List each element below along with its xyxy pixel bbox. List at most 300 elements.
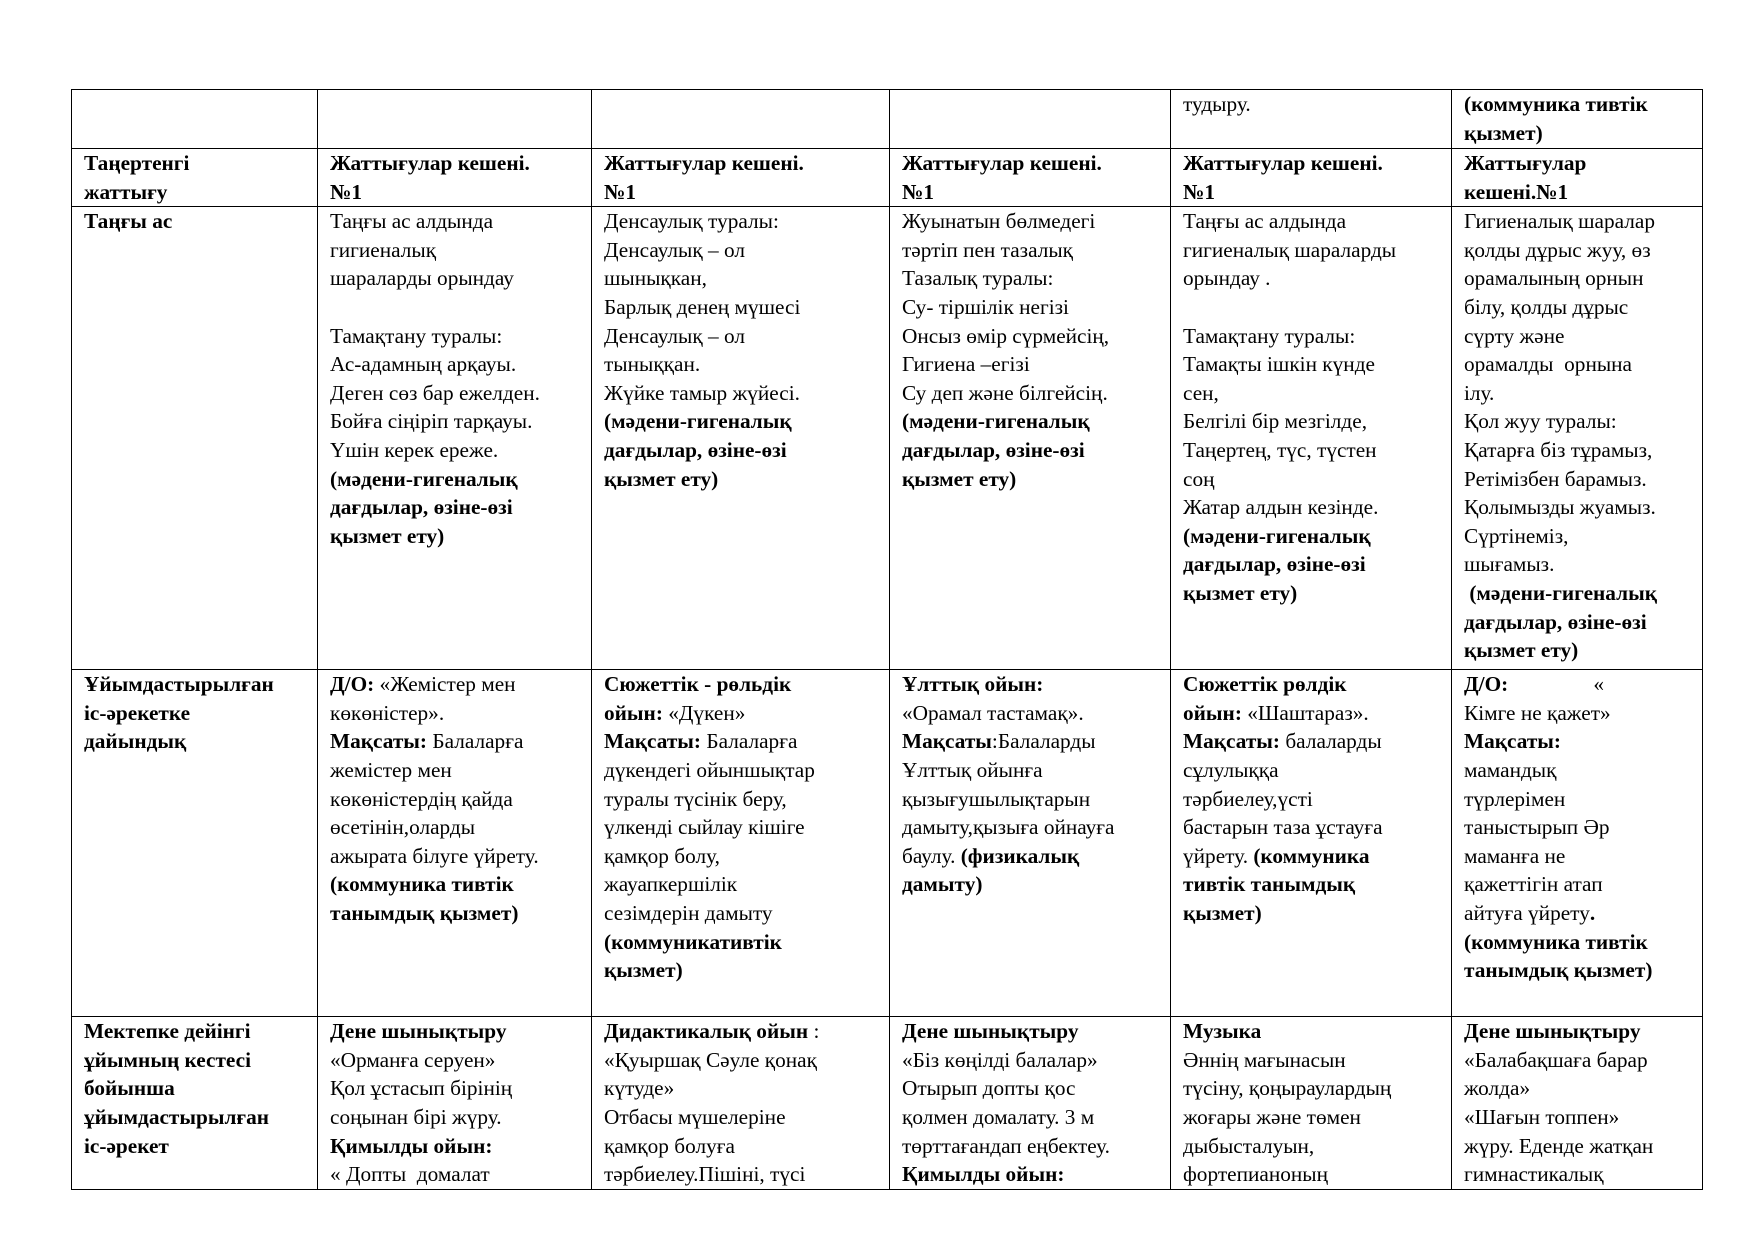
table-cell [318, 1017, 592, 1190]
cell-line [1464, 465, 1692, 494]
cell-line [902, 870, 1160, 899]
cell-line [1464, 870, 1692, 899]
text: түсіну, қоңыраулардың [1183, 1076, 1392, 1101]
bold-text: Мақсаты: [330, 729, 428, 754]
cell-line [1183, 756, 1441, 785]
text: қызығушылықтарын [902, 786, 1091, 811]
text: тәртіп пен тазалық [902, 237, 1073, 262]
text: «Орманға серуен» [330, 1047, 496, 1072]
cell-line [1464, 899, 1692, 928]
text: Әннің мағынасын [1183, 1047, 1346, 1072]
table-row [72, 1017, 1703, 1190]
text: күтуде» [604, 1076, 675, 1101]
cell-line [330, 178, 581, 207]
text: Тамақтану туралы: [1183, 323, 1356, 348]
cell-line [1464, 670, 1692, 699]
cell-line [1464, 1160, 1692, 1189]
cell-line [1183, 1046, 1441, 1075]
cell-line [1464, 727, 1692, 756]
cell-line [330, 407, 581, 436]
text: жүру. Еденде жатқан [1464, 1133, 1654, 1158]
cell-line [604, 293, 879, 322]
text: сұлулыққа [1183, 757, 1279, 782]
cell-line [1464, 636, 1692, 665]
text: тәрбиелеу.Пішіні, түсі [604, 1162, 806, 1187]
row-label-cell [72, 1017, 318, 1190]
table-cell [318, 670, 592, 1017]
bold-text: Ұлттық ойын: [902, 672, 1044, 697]
cell-line [1183, 579, 1441, 608]
cell-line [1183, 1074, 1441, 1103]
text: « Допты домалат [330, 1162, 490, 1187]
cell-line [604, 322, 879, 351]
cell-line [1183, 236, 1441, 265]
cell-line [604, 1074, 879, 1103]
cell-line [330, 785, 581, 814]
text: көкөністер». [330, 700, 445, 725]
row-label-line: іс-әрекет [84, 1133, 169, 1158]
cell-line [1183, 727, 1441, 756]
cell-line [330, 1103, 581, 1132]
cell-line [1183, 1103, 1441, 1132]
text: дыбысталуын, [1183, 1133, 1315, 1158]
text: Тамақтану туралы: [330, 323, 503, 348]
text: Үшін керек ереже. [330, 437, 499, 462]
text: балаларды [1280, 729, 1382, 754]
bold-text: дағдылар, өзіне-өзі [902, 437, 1085, 462]
bold-text: қызмет ету) [604, 466, 719, 491]
text: үйрету. [1183, 843, 1254, 868]
cell-line [1464, 178, 1692, 207]
cell-line [1183, 264, 1441, 293]
text: төрттағандап еңбектеу. [902, 1133, 1110, 1158]
cell-line [604, 956, 879, 985]
text: Жатар алдын кезінде. [1183, 495, 1379, 520]
text: өсетінін,оларды [330, 815, 476, 840]
cell-line [330, 149, 581, 178]
text: Сүртінеміз, [1464, 523, 1569, 548]
bold-text: Мақсаты [902, 729, 992, 754]
text: үлкенді сыйлау кішіге [604, 815, 805, 840]
cell-line [330, 756, 581, 785]
bold-text: Жаттығулар кешені. [902, 151, 1102, 175]
bold-text: Жаттығулар кешені. [1183, 151, 1383, 175]
text: Қолымызды жуамыз. [1464, 495, 1656, 520]
text: ажырата білуге үйрету. [330, 843, 539, 868]
bold-text: танымдық қызмет) [330, 900, 519, 925]
cell-line [902, 149, 1160, 178]
bold-text: Қимылды ойын: [330, 1133, 493, 1158]
cell-line [604, 785, 879, 814]
cell-line [330, 1017, 581, 1046]
cell-line [1183, 670, 1441, 699]
text: қолды дұрыс жуу, өз [1464, 237, 1651, 262]
cell-line [1464, 785, 1692, 814]
cell-line [604, 1132, 879, 1161]
text: «Қуыршақ Сәуле қонақ [604, 1047, 817, 1072]
text: Қол жуу туралы: [1464, 409, 1617, 434]
row-label-line: іс-әрекетке [84, 700, 191, 725]
table-cell [318, 149, 592, 207]
cell-line [604, 149, 879, 178]
bold-text: Мақсаты: [1183, 729, 1281, 754]
table-cell [592, 207, 890, 670]
bold-text: Музыка [1183, 1019, 1262, 1044]
bold-text: Дене шынықтыру [1464, 1019, 1641, 1044]
cell-line [330, 1160, 581, 1189]
cell-line [330, 293, 581, 322]
cell-line [1464, 436, 1692, 465]
text: Тамақты ішкін күнде [1183, 352, 1375, 377]
bold-text: (коммуника тивтік [1464, 929, 1648, 954]
cell-line [1183, 436, 1441, 465]
text: жолда» [1464, 1076, 1531, 1101]
bold-text: (коммуника [1253, 843, 1370, 868]
text: дүкендегі ойыншықтар [604, 757, 815, 782]
bold-text: кешені.№1 [1464, 179, 1569, 204]
text: білу, қолды дұрыс [1464, 294, 1629, 319]
cell-line [1464, 699, 1692, 728]
cell-line [604, 379, 879, 408]
cell-line [902, 1132, 1160, 1161]
table-cell [1171, 670, 1452, 1017]
cell-line [1464, 119, 1692, 148]
cell-line [1183, 379, 1441, 408]
text: сен, [1183, 380, 1219, 405]
cell-line [1183, 293, 1441, 322]
table-cell [1171, 207, 1452, 670]
text: орамалының орнын [1464, 266, 1644, 291]
text: Ретімізбен барамыз. [1464, 466, 1647, 491]
row-label-line: Мектепке дейінгі [84, 1019, 251, 1044]
text: көкөністердің қайда [330, 786, 513, 811]
bold-text: . [1589, 900, 1596, 925]
text: Жүйке тамыр жүйесі. [604, 380, 800, 405]
cell-line [1464, 756, 1692, 785]
cell-line [1183, 149, 1441, 178]
cell-line [604, 899, 879, 928]
cell-line [1464, 407, 1692, 436]
text: Таңғы ас алдында [330, 209, 494, 234]
table-cell [1452, 149, 1703, 207]
bold-text: танымдық қызмет) [1464, 958, 1653, 983]
text: «Шаштараз». [1241, 700, 1369, 725]
cell-line [1464, 1074, 1692, 1103]
text: тәрбиелеу,үсті [1183, 786, 1313, 811]
table-cell [1452, 670, 1703, 1017]
cell-line [1183, 785, 1441, 814]
text: қажеттігін атап [1464, 872, 1603, 897]
bold-text: (мәдени-гигеналық [330, 466, 518, 491]
text: «Дүкен» [662, 700, 746, 725]
cell-line [902, 1103, 1160, 1132]
text: гимнастикалық [1464, 1162, 1604, 1187]
table-cell [890, 1017, 1171, 1190]
cell-line [604, 756, 879, 785]
cell-line [604, 350, 879, 379]
cell-line [902, 350, 1160, 379]
cell-line [330, 436, 581, 465]
text: Онсыз өмір сүрмейсің, [902, 323, 1110, 348]
row-label-line: жаттығу [84, 179, 168, 204]
table-row [72, 149, 1703, 207]
cell-line [902, 322, 1160, 351]
cell-line [330, 264, 581, 293]
cell-line [604, 1103, 879, 1132]
bold-text: қызмет ету) [902, 466, 1017, 491]
cell-line [1183, 842, 1441, 871]
row-label-cell [72, 670, 318, 1017]
text: таныстырып Әр [1464, 815, 1610, 840]
cell-line [330, 465, 581, 494]
bold-text: Дене шынықтыру [902, 1019, 1079, 1044]
text: Гигиеналық шаралар [1464, 209, 1655, 234]
text: жоғары және төмен [1183, 1104, 1361, 1129]
cell-line [902, 1160, 1160, 1189]
cell-line [330, 236, 581, 265]
text: Барлық денең мүшесі [604, 294, 801, 319]
table-cell [592, 149, 890, 207]
cell-line [1464, 522, 1692, 551]
text: Отбасы мүшелеріне [604, 1104, 786, 1129]
cell-line [604, 670, 879, 699]
text: шараларды орындау [330, 266, 514, 291]
cell-line [1183, 522, 1441, 551]
text: Су деп және білгейсің. [902, 380, 1108, 405]
cell-line [902, 264, 1160, 293]
text: гигиеналық шараларды [1183, 237, 1397, 262]
bold-text: қызмет ету) [330, 523, 445, 548]
cell-line [1464, 350, 1692, 379]
table-cell [1171, 90, 1452, 149]
text: бастарын таза ұстауға [1183, 815, 1383, 840]
text: Бойға сіңіріп тарқауы. [330, 409, 533, 434]
text: сезімдерін дамыту [604, 900, 773, 925]
cell-line [1183, 550, 1441, 579]
cell-line [1464, 207, 1692, 236]
text: фортепианоның [1183, 1162, 1328, 1187]
bold-text: Д/О: [1464, 672, 1509, 697]
bold-text: (коммуника тивтік [330, 872, 514, 897]
bold-text: №1 [1183, 179, 1216, 204]
bold-text: дағдылар, өзіне-өзі [604, 437, 787, 462]
text: «Орамал тастамақ». [902, 700, 1084, 725]
cell-line [1183, 1017, 1441, 1046]
cell-line [604, 236, 879, 265]
cell-line [902, 1074, 1160, 1103]
text: : [808, 1019, 820, 1044]
table-cell [1452, 207, 1703, 670]
cell-line [604, 436, 879, 465]
cell-line [604, 1046, 879, 1075]
cell-line [1183, 1160, 1441, 1189]
cell-line [902, 293, 1160, 322]
text: Кімге не қажет» [1464, 700, 1611, 725]
bold-text: (мәдени-гигеналық [604, 409, 792, 434]
table-cell [1452, 90, 1703, 149]
bold-text: Д/О: [330, 672, 375, 697]
cell-line [330, 322, 581, 351]
text: жемістер мен [330, 757, 452, 782]
text: Балаларға [427, 729, 524, 754]
table-cell [592, 1017, 890, 1190]
table-cell [890, 149, 1171, 207]
text: Денсаулық – ол [604, 323, 746, 348]
bold-text: ойын: [604, 700, 663, 725]
table-cell [890, 90, 1171, 149]
cell-line [604, 928, 879, 957]
cell-line [1183, 899, 1441, 928]
cell-line [604, 813, 879, 842]
text: «Біз көңілді балалар» [902, 1047, 1098, 1072]
cell-line [1464, 264, 1692, 293]
text: Қол ұстасып бірінің [330, 1076, 513, 1101]
cell-line [902, 465, 1160, 494]
cell-line [902, 813, 1160, 842]
row-label-line: дайындық [84, 729, 187, 754]
bold-text: №1 [604, 179, 637, 204]
cell-line [1464, 1103, 1692, 1132]
cell-line [1464, 149, 1692, 178]
text: жауапкершілік [604, 872, 738, 897]
cell-line [330, 493, 581, 522]
text: Денсаулық туралы: [604, 209, 779, 234]
text: туралы түсінік беру, [604, 786, 787, 811]
table-row [72, 207, 1703, 670]
text: сүрту және [1464, 323, 1565, 348]
cell-line [330, 842, 581, 871]
table-cell [592, 670, 890, 1017]
cell-line [604, 842, 879, 871]
cell-line [1464, 236, 1692, 265]
cell-line [604, 407, 879, 436]
text: « [1508, 672, 1605, 697]
bold-text: ойын: [1183, 700, 1242, 725]
bold-text: Қимылды ойын: [902, 1162, 1065, 1187]
bold-text: Жаттығулар [1464, 151, 1587, 175]
cell-line [330, 813, 581, 842]
text: Белгілі бір мезгілде, [1183, 409, 1368, 434]
cell-line [902, 207, 1160, 236]
table-cell [1171, 1017, 1452, 1190]
cell-line [604, 264, 879, 293]
bold-text: (коммуника тивтік [1464, 92, 1648, 116]
bold-text: Жаттығулар кешені. [604, 151, 804, 175]
cell-line [604, 207, 879, 236]
row-label-line: ұйымдастырылған [84, 1104, 270, 1129]
cell-line [330, 870, 581, 899]
cell-line [1464, 1017, 1692, 1046]
cell-line [1183, 465, 1441, 494]
cell-line [330, 522, 581, 551]
row-label-cell [72, 207, 318, 670]
text: :Балаларды [991, 729, 1096, 754]
text: мамандық [1464, 757, 1557, 782]
bold-text: дағдылар, өзіне-өзі [1183, 552, 1366, 577]
row-label-line: Таңғы ас [84, 209, 173, 234]
table-cell [890, 207, 1171, 670]
cell-line [1183, 322, 1441, 351]
table-row [72, 90, 1703, 149]
bold-text: қызмет) [1464, 120, 1543, 145]
text: қамқор болу, [604, 843, 720, 868]
cell-line [1464, 608, 1692, 637]
text: Таңертең, түс, түстен [1183, 437, 1377, 462]
text: Су- тіршілік негізі [902, 294, 1069, 319]
row-label-cell [72, 90, 318, 149]
cell-line [1464, 493, 1692, 522]
cell-line [1464, 293, 1692, 322]
text: «Балабақшаға барар [1464, 1047, 1648, 1072]
text: Жуынатын бөлмедегі [902, 209, 1096, 234]
text: Ас-адамның арқауы. [330, 352, 517, 377]
text: орамалды орнына [1464, 352, 1632, 377]
bold-text: қызмет) [604, 958, 683, 983]
text: гигиеналық [330, 237, 437, 262]
cell-line [330, 207, 581, 236]
table-cell [318, 90, 592, 149]
cell-line [1464, 928, 1692, 957]
text: Ұлттық ойынға [902, 757, 1043, 782]
cell-line [902, 785, 1160, 814]
bold-text: қызмет ету) [1464, 638, 1579, 663]
cell-line [1183, 699, 1441, 728]
text: орындау . [1183, 266, 1271, 291]
row-label-cell [72, 149, 318, 207]
cell-line [1183, 178, 1441, 207]
bold-text: Дидактикалық ойын [604, 1019, 809, 1044]
cell-line [902, 407, 1160, 436]
cell-line [1464, 90, 1692, 119]
cell-line [604, 465, 879, 494]
cell-line [1464, 579, 1692, 608]
cell-line [902, 1046, 1160, 1075]
text: баулу. [902, 843, 961, 868]
text: «Шағын топпен» [1464, 1104, 1620, 1129]
cell-line [330, 1046, 581, 1075]
bold-text: Сюжеттік - рөльдік [604, 672, 792, 697]
cell-line [902, 727, 1160, 756]
table-cell [890, 670, 1171, 1017]
cell-line [604, 1017, 879, 1046]
text: Тазалық туралы: [902, 266, 1054, 291]
cell-line [902, 178, 1160, 207]
bold-text: Жаттығулар кешені. [330, 151, 530, 175]
cell-line [1183, 407, 1441, 436]
text: қолмен домалату. 3 м [902, 1104, 1095, 1129]
text: соңынан бірі жүру. [330, 1104, 502, 1129]
cell-line [902, 436, 1160, 465]
table-cell [592, 90, 890, 149]
bold-text: (коммуникативтік [604, 929, 782, 954]
cell-line [902, 1017, 1160, 1046]
cell-line [1464, 379, 1692, 408]
text: соң [1183, 466, 1215, 491]
bold-text: Мақсаты: [604, 729, 702, 754]
cell-line [902, 236, 1160, 265]
cell-line [1183, 1132, 1441, 1161]
text: Отырып допты қос [902, 1076, 1076, 1101]
cell-line [330, 350, 581, 379]
cell-line [330, 379, 581, 408]
row-label-line: ұйымның кестесі [84, 1047, 251, 1072]
cell-line [1464, 956, 1692, 985]
cell-line [330, 727, 581, 756]
cell-line [1464, 322, 1692, 351]
cell-line [902, 379, 1160, 408]
row-label-line: Таңертенгі [84, 151, 190, 175]
text: айтуға үйрету [1464, 900, 1590, 925]
